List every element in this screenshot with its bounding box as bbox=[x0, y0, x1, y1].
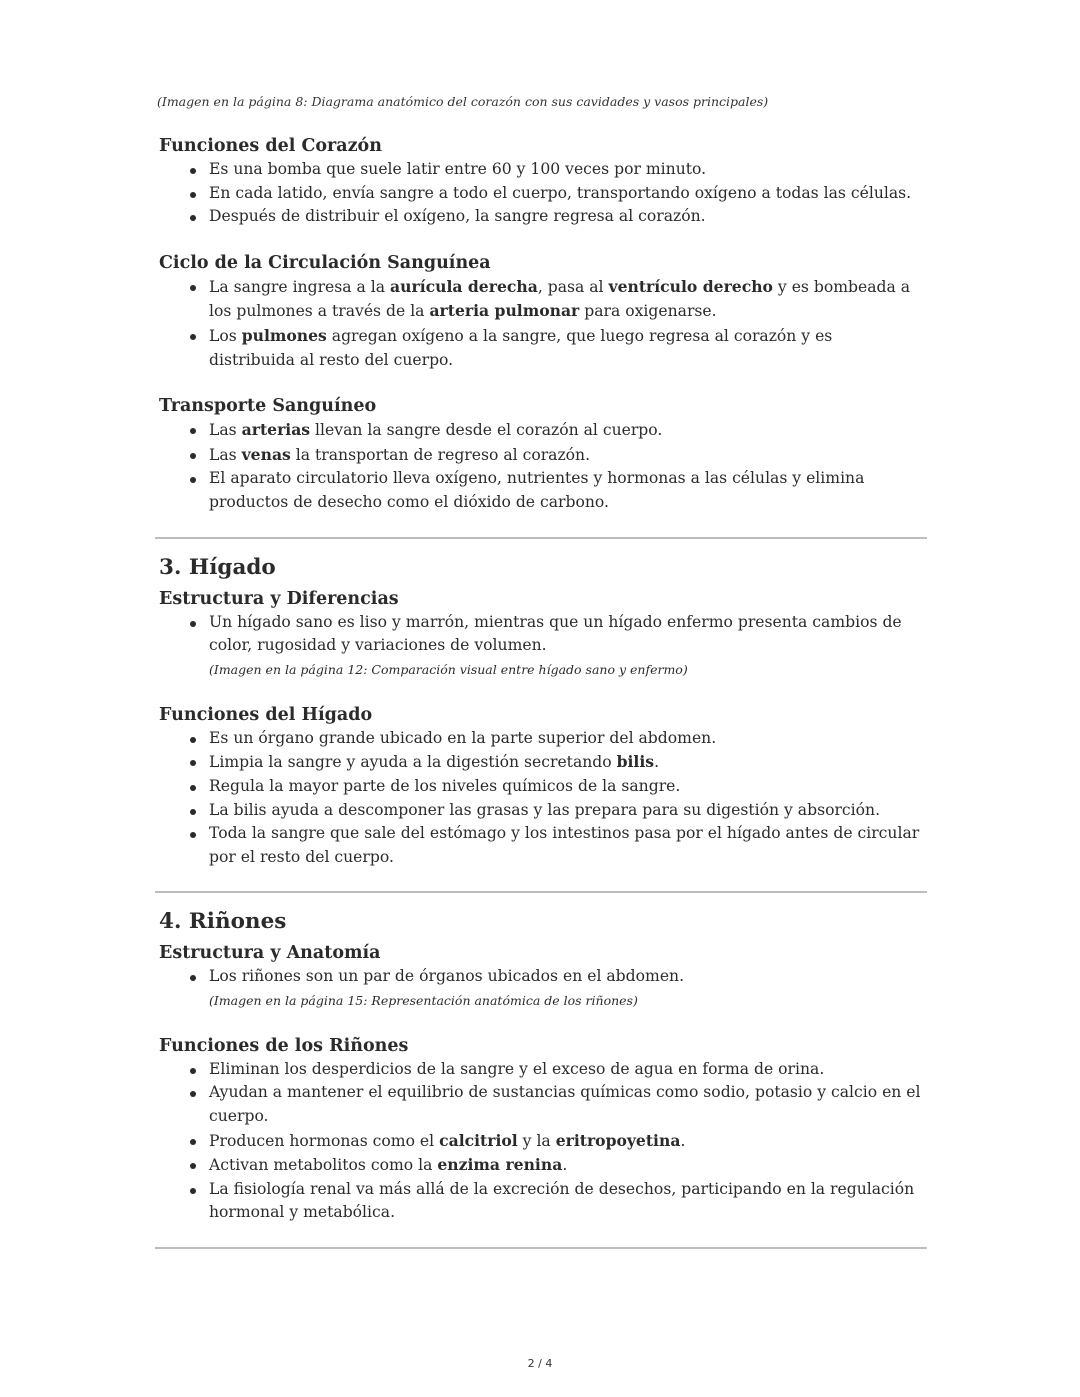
text-segment: En cada latido, envía sangre a todo el cuerpo, transportando oxígeno a todas las células. bbox=[209, 183, 912, 202]
image-caption: (Imagen en la página 12: Comparación visual entre hígado sano y enfermo) bbox=[209, 661, 688, 677]
text-segment: Es una bomba que suele latir entre 60 y 100 veces por minuto. bbox=[209, 160, 707, 178]
bullet-list bbox=[159, 611, 923, 681]
text-segment: . bbox=[680, 1131, 686, 1150]
bold-term: bilis bbox=[616, 752, 655, 772]
list-item bbox=[209, 275, 923, 324]
image-caption: (Imagen en la página 8: Diagrama anatómico del corazón con sus cavidades y vasos principales) bbox=[157, 94, 769, 109]
image-caption: (Imagen en la página 15: Representación anatómica de los riñones) bbox=[209, 992, 638, 1008]
bold-term: calcitriol bbox=[439, 1130, 518, 1150]
list-item bbox=[209, 418, 923, 443]
bold-term: arterias bbox=[241, 420, 311, 440]
bullet-list bbox=[159, 727, 923, 870]
text-segment: Ayudan a mantener el equilibrio de sustancias químicas como sodio, potasio y calcio en el cuerpo. bbox=[209, 1083, 921, 1126]
subsection-heading: Estructura y Anatomía bbox=[159, 943, 381, 964]
text-segment: La fisiología renal va más allá de la excreción de desechos, participando en la regulación hormonal y metabólica. bbox=[209, 1179, 915, 1222]
list-item bbox=[209, 750, 923, 775]
section-divider bbox=[155, 537, 927, 539]
list-item bbox=[209, 158, 923, 182]
list-item bbox=[209, 727, 923, 751]
bullet-list bbox=[159, 965, 923, 1012]
bold-term: eritropoyetina bbox=[555, 1130, 681, 1150]
section-heading: 4. Riñones bbox=[159, 909, 287, 935]
text-segment: y es bombeada a los pulmones a través de la bbox=[209, 277, 911, 321]
list-item bbox=[209, 1081, 923, 1128]
text-segment: Los bbox=[209, 326, 242, 345]
text-segment: . bbox=[654, 753, 660, 772]
list-item bbox=[209, 467, 923, 514]
list-item bbox=[209, 443, 923, 468]
section-divider bbox=[155, 1247, 927, 1249]
text-segment: y la bbox=[517, 1131, 556, 1150]
text-segment: Las bbox=[209, 421, 242, 440]
list-item bbox=[209, 205, 923, 229]
text-segment: , pasa al bbox=[537, 277, 609, 296]
bold-term: venas bbox=[241, 444, 291, 464]
text-segment: llevan la sangre desde el corazón al cuerpo. bbox=[310, 421, 663, 440]
text-segment: Regula la mayor parte de los niveles químicos de la sangre. bbox=[209, 776, 681, 795]
bullet-list bbox=[159, 418, 923, 514]
list-item bbox=[209, 182, 923, 206]
subsection-heading: Transporte Sanguíneo bbox=[159, 396, 377, 417]
list-item bbox=[209, 965, 923, 1012]
list-item bbox=[209, 1129, 923, 1154]
subsection-heading: Funciones del Corazón bbox=[159, 136, 382, 156]
text-segment: Limpia la sangre y ayuda a la digestión secretando bbox=[209, 753, 617, 772]
page-number: 2 / 4 bbox=[527, 1357, 553, 1370]
list-item bbox=[209, 611, 923, 681]
text-segment: El aparato circulatorio lleva oxígeno, nutrientes y hormonas a las células y elimina productos de desecho como el dióxido de carbono. bbox=[209, 469, 865, 511]
text-segment: la transportan de regreso al corazón. bbox=[290, 445, 591, 464]
section-heading: 3. Hígado bbox=[159, 554, 276, 580]
text-segment: Toda la sangre que sale del estómago y los intestinos pasa por el hígado antes de circular por el resto del cuerpo. bbox=[209, 824, 920, 866]
section-divider bbox=[155, 891, 927, 893]
text-segment: Producen hormonas como el bbox=[209, 1131, 440, 1150]
bold-term: pulmones bbox=[241, 325, 327, 345]
bullet-list bbox=[159, 1058, 923, 1225]
list-item bbox=[209, 324, 923, 372]
bullet-list bbox=[159, 158, 923, 229]
text-segment: Eliminan los desperdicios de la sangre y el exceso de agua en forma de orina. bbox=[209, 1059, 825, 1078]
list-item bbox=[209, 822, 923, 869]
list-item bbox=[209, 1178, 923, 1225]
text-segment: agregan oxígeno a la sangre, que luego regresa al corazón y es distribuida al resto del cuerpo. bbox=[209, 326, 833, 369]
text-segment: Es un órgano grande ubicado en la parte superior del abdomen. bbox=[209, 728, 717, 747]
document-body bbox=[159, 92, 923, 1261]
text-segment: . bbox=[562, 1156, 568, 1175]
text-segment: Las bbox=[209, 445, 242, 464]
list-item bbox=[209, 775, 923, 799]
subsection-heading: Funciones del Hígado bbox=[159, 704, 373, 725]
list-item bbox=[209, 799, 923, 823]
subsection-heading: Funciones de los Riñones bbox=[159, 1035, 409, 1056]
bold-term: ventrículo derecho bbox=[608, 276, 773, 296]
subsection-heading: Ciclo de la Circulación Sanguínea bbox=[159, 252, 491, 273]
subsection-heading: Estructura y Diferencias bbox=[159, 588, 399, 609]
text-segment: La bilis ayuda a descomponer las grasas y las prepara para su digestión y absorción. bbox=[209, 800, 881, 819]
text-segment: para oxigenarse. bbox=[579, 302, 717, 321]
text-segment: Después de distribuir el oxígeno, la sangre regresa al corazón. bbox=[209, 207, 706, 226]
bold-term: aurícula derecha bbox=[390, 276, 538, 296]
bold-term: enzima renina bbox=[437, 1155, 563, 1175]
text-segment: Un hígado sano es liso y marrón, mientras que un hígado enfermo presenta cambios de color, rugosidad y variaciones de volumen. bbox=[209, 612, 902, 655]
text-segment: La sangre ingresa a la bbox=[209, 277, 391, 296]
bullet-list bbox=[159, 275, 923, 372]
text-segment: Los riñones son un par de órganos ubicados en el abdomen. bbox=[209, 967, 685, 986]
bold-term: arteria pulmonar bbox=[429, 301, 580, 321]
text-segment: Activan metabolitos como la bbox=[209, 1156, 438, 1175]
list-item bbox=[209, 1058, 923, 1082]
list-item bbox=[209, 1153, 923, 1178]
